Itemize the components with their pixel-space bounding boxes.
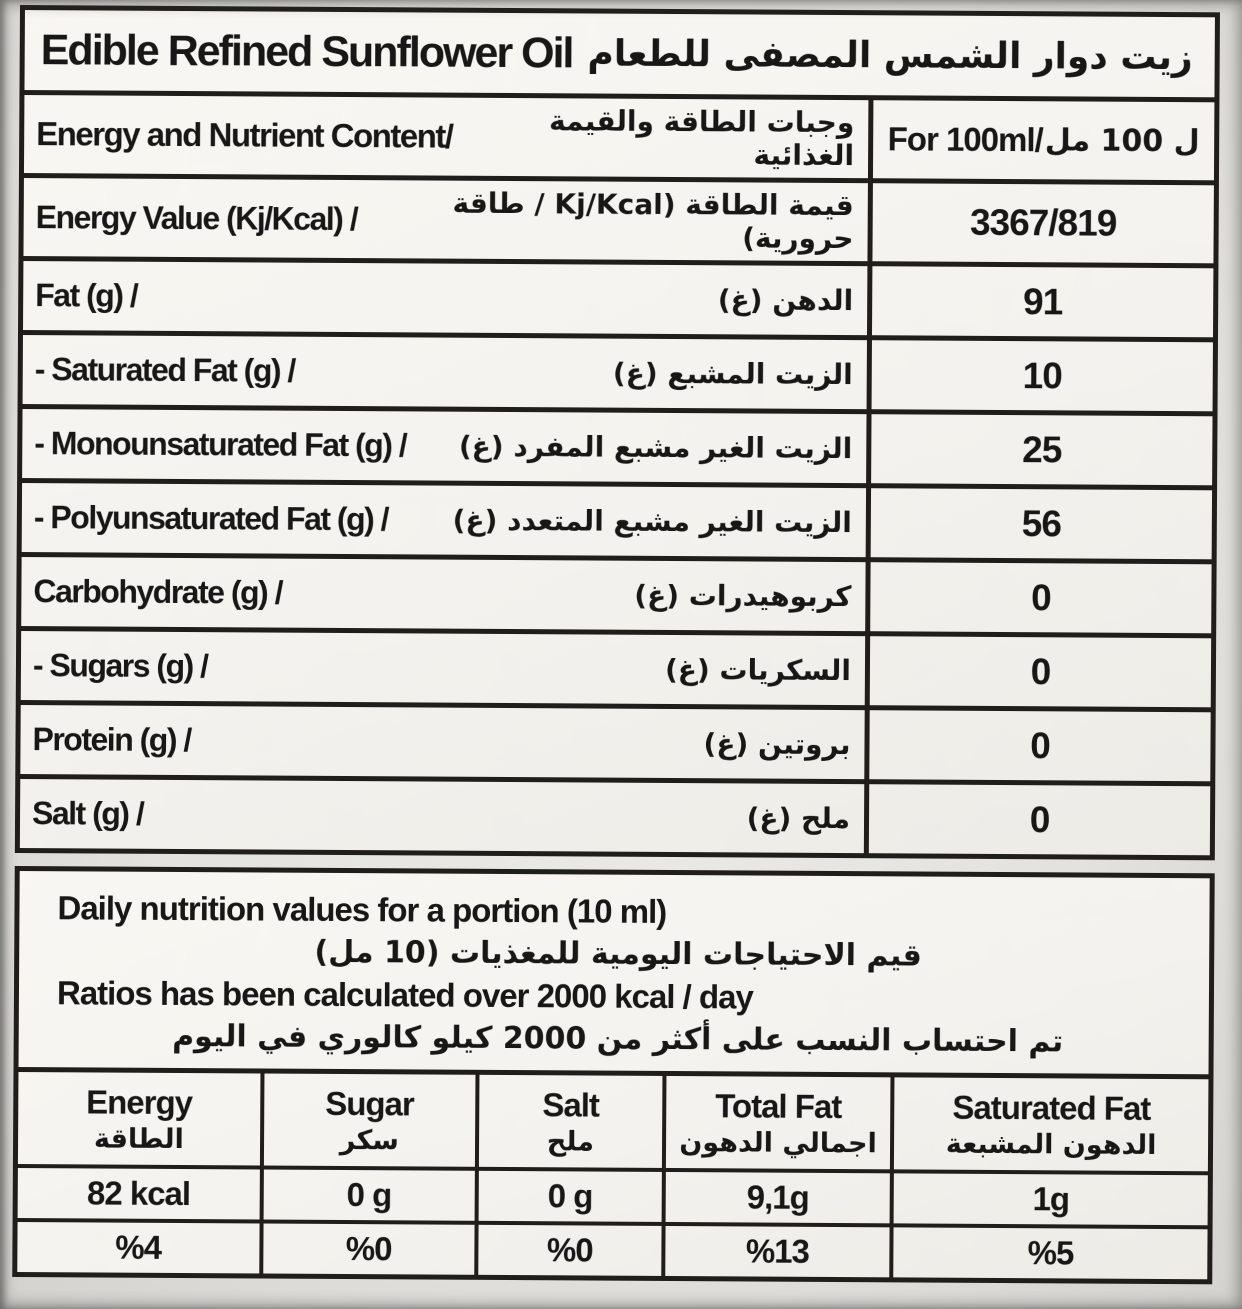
product-title-row [24, 10, 1214, 97]
header-value-cell [868, 100, 1214, 180]
table-row [20, 774, 1210, 855]
row-value: 0 [864, 710, 1210, 781]
table-row [21, 626, 1211, 707]
portion-table [17, 1067, 1208, 1279]
header-label-ar: وجبات الطاقة والقيمة الغذائية [548, 104, 855, 173]
row-label-ar: الدهن (غ) [717, 283, 854, 318]
row-label-en: Salt (g) / [31, 795, 144, 832]
percent-sugar: %0 [259, 1219, 475, 1274]
row-label-en: Energy Value (Kj/Kcal) / [35, 198, 358, 237]
row-label-ar: قيمة الطاقة (Kj/Kcal / طاقة حرورية) [452, 186, 854, 256]
col-header-saturated-fat: Saturated Fat الدهون المشبعة [890, 1077, 1208, 1171]
table-row [22, 404, 1212, 485]
table-row [23, 330, 1213, 411]
col-header-energy: Energy الطاقة [86, 1082, 193, 1155]
amount-salt: 0 g [475, 1167, 662, 1222]
col-header-total-fat: Total Fat اجمالي الدهون [662, 1076, 891, 1169]
row-label-ar: الزيت الغير مشبع المتعدد (غ) [452, 503, 852, 540]
percent-salt: %0 [474, 1221, 661, 1276]
row-label-en: Protein (g) / [32, 721, 191, 759]
header-value-ar: ل 100 مل [1044, 122, 1200, 159]
row-value: 0 [865, 636, 1211, 707]
portion-line-ar: قيم الاحتياجات اليومية للمغذيات (10 مل) [314, 934, 923, 974]
row-label-en: - Polyunsaturated Fat (g) / [33, 499, 389, 538]
row-label-ar: بروتين (غ) [703, 727, 851, 762]
portion-line-en: Daily nutrition values for a portion (10 ml) [57, 889, 667, 930]
row-value: 25 [866, 414, 1212, 485]
col-header-sugar: Sugar سكر [259, 1073, 475, 1166]
table-row [23, 173, 1213, 263]
ratios-line-ar: تم احتساب النسب على أكثر من 2000 كيلو كالوري في اليوم [172, 1018, 1064, 1060]
product-title-ar: زيت دوار الشمس المصفى للطعام [587, 32, 1193, 78]
row-label-ar: كربوهيدرات (غ) [634, 578, 852, 614]
table-row [20, 700, 1210, 781]
row-label-en: Fat (g) / [35, 277, 138, 314]
row-value: 10 [867, 340, 1213, 411]
row-value: 3367/819 [867, 183, 1213, 263]
row-label-ar: الزيت الغير مشبع المفرد (غ) [458, 429, 853, 466]
row-label-en: - Saturated Fat (g) / [34, 351, 295, 389]
daily-values-box [12, 866, 1214, 1284]
amount-sugar: 0 g [259, 1165, 475, 1220]
row-value: 56 [866, 488, 1212, 559]
amount-energy: 82 kcal [18, 1164, 260, 1219]
header-value-en: For 100ml/ [887, 120, 1043, 159]
col-header-salt: Salt ملح [475, 1075, 662, 1168]
percent-total-fat: %13 [661, 1222, 890, 1277]
row-value: 0 [864, 784, 1210, 855]
ratios-line-en: Ratios has been calculated over 2000 kcal / day [56, 974, 753, 1016]
row-label-en: - Sugars (g) / [32, 647, 208, 685]
header-label-en: Energy and Nutrient Content/ [36, 115, 453, 155]
amount-total-fat: 9,1g [661, 1168, 890, 1223]
row-value: 0 [865, 562, 1211, 633]
row-label-en: Carbohydrate (g) / [33, 573, 283, 611]
nutrient-table [15, 5, 1220, 860]
product-title-en: Edible Refined Sunflower Oil [40, 25, 573, 77]
row-label-ar: الزيت المشبع (غ) [612, 356, 853, 392]
row-label-ar: السكريات (غ) [664, 652, 852, 688]
daily-values-text [19, 871, 1210, 1074]
row-label-en: - Monounsaturated Fat (g) / [34, 425, 407, 464]
table-header-row [24, 90, 1214, 180]
row-value: 91 [867, 266, 1213, 337]
header-label-cell [24, 95, 868, 178]
percent-energy: %4 [17, 1218, 259, 1273]
table-row [21, 552, 1211, 633]
table-row [22, 478, 1212, 559]
amount-saturated-fat: 1g [890, 1169, 1208, 1225]
nutrition-label [12, 5, 1220, 1284]
table-row [23, 256, 1213, 337]
row-label-ar: ملح (غ) [746, 801, 851, 836]
percent-saturated-fat: %5 [889, 1223, 1207, 1279]
